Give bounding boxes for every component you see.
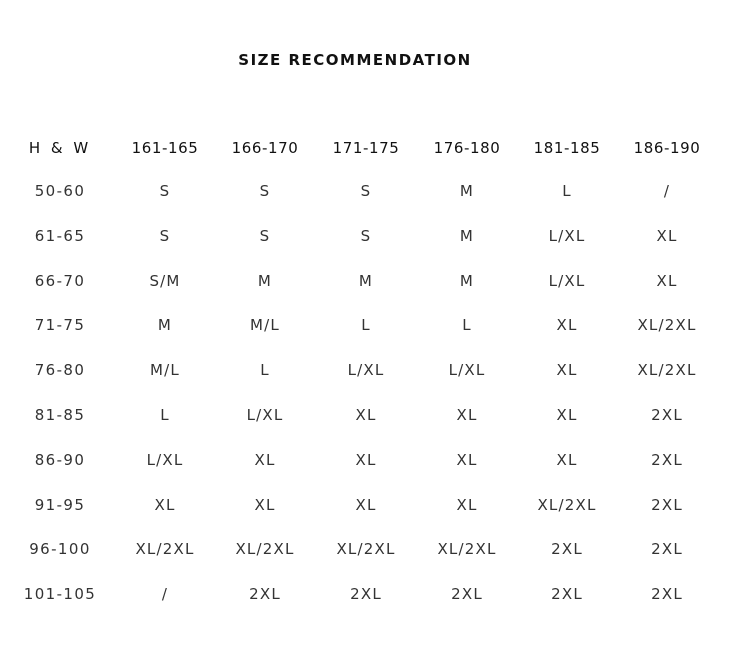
table-cell: L xyxy=(361,316,371,334)
table-cell: S xyxy=(259,227,271,245)
table-cell: XL xyxy=(254,451,276,469)
table-cell: L/XL xyxy=(548,272,586,290)
table-cell: M xyxy=(459,182,475,200)
table-cell: 2XL xyxy=(551,585,583,603)
table-cell: 2XL xyxy=(651,585,683,603)
table-cell: XL xyxy=(254,496,276,514)
table-cell: / xyxy=(663,182,671,200)
table-cell: XL xyxy=(556,361,578,379)
column-header: 181-185 xyxy=(533,139,601,157)
column-header: 176-180 xyxy=(433,139,501,157)
table-cell: 2XL xyxy=(651,406,683,424)
row-header: 81-85 xyxy=(34,406,86,424)
table-cell: XL/2XL xyxy=(336,540,396,558)
row-header: 71-75 xyxy=(34,316,86,334)
table-cell: S/M xyxy=(149,272,181,290)
table-cell: L/XL xyxy=(146,451,184,469)
table-cell: L xyxy=(462,316,472,334)
table-cell: 2XL xyxy=(651,451,683,469)
table-cell: XL xyxy=(154,496,176,514)
table-cell: XL xyxy=(456,451,478,469)
column-header: 186-190 xyxy=(633,139,701,157)
row-header: 76-80 xyxy=(34,361,86,379)
table-cell: XL xyxy=(456,496,478,514)
table-cell: S xyxy=(360,227,372,245)
column-header: 171-175 xyxy=(332,139,400,157)
table-cell: L/XL xyxy=(246,406,284,424)
table-cell: 2XL xyxy=(651,540,683,558)
table-cell: 2XL xyxy=(551,540,583,558)
row-header: 86-90 xyxy=(34,451,86,469)
table-cell: S xyxy=(259,182,271,200)
column-header: 161-165 xyxy=(131,139,199,157)
table-cell: XL xyxy=(556,406,578,424)
table-cell: M/L xyxy=(150,361,180,379)
table-cell: XL xyxy=(355,406,377,424)
table-cell: 2XL xyxy=(451,585,483,603)
row-header: 61-65 xyxy=(34,227,86,245)
table-cell: XL/2XL xyxy=(637,361,697,379)
table-cell: L/XL xyxy=(448,361,486,379)
table-cell: S xyxy=(159,182,171,200)
table-cell: L xyxy=(160,406,170,424)
row-header: 66-70 xyxy=(34,272,86,290)
table-cell: XL xyxy=(556,451,578,469)
table-cell: M xyxy=(257,272,273,290)
column-header: 166-170 xyxy=(231,139,299,157)
table-cell: / xyxy=(161,585,169,603)
table-cell: L xyxy=(260,361,270,379)
table-cell: XL xyxy=(456,406,478,424)
row-header: 50-60 xyxy=(34,182,86,200)
table-cell: 2XL xyxy=(350,585,382,603)
table-cell: XL xyxy=(556,316,578,334)
table-cell: L/XL xyxy=(347,361,385,379)
table-cell: S xyxy=(360,182,372,200)
table-cell: XL/2XL xyxy=(437,540,497,558)
page-title: SIZE RECOMMENDATION xyxy=(238,51,472,69)
corner-header: H & W xyxy=(28,139,92,157)
table-cell: XL/2XL xyxy=(135,540,195,558)
table-cell: XL xyxy=(355,451,377,469)
table-cell: 2XL xyxy=(249,585,281,603)
table-cell: XL/2XL xyxy=(537,496,597,514)
row-header: 91-95 xyxy=(34,496,86,514)
table-cell: XL/2XL xyxy=(637,316,697,334)
table-cell: L xyxy=(562,182,572,200)
table-cell: XL xyxy=(656,272,678,290)
row-header: 96-100 xyxy=(29,540,91,558)
table-cell: L/XL xyxy=(548,227,586,245)
table-cell: M xyxy=(459,272,475,290)
table-cell: M/L xyxy=(250,316,280,334)
table-cell: XL xyxy=(355,496,377,514)
table-cell: M xyxy=(459,227,475,245)
row-header: 101-105 xyxy=(23,585,97,603)
table-cell: XL xyxy=(656,227,678,245)
table-cell: 2XL xyxy=(651,496,683,514)
table-cell: XL/2XL xyxy=(235,540,295,558)
table-cell: S xyxy=(159,227,171,245)
table-cell: M xyxy=(358,272,374,290)
table-cell: M xyxy=(157,316,173,334)
